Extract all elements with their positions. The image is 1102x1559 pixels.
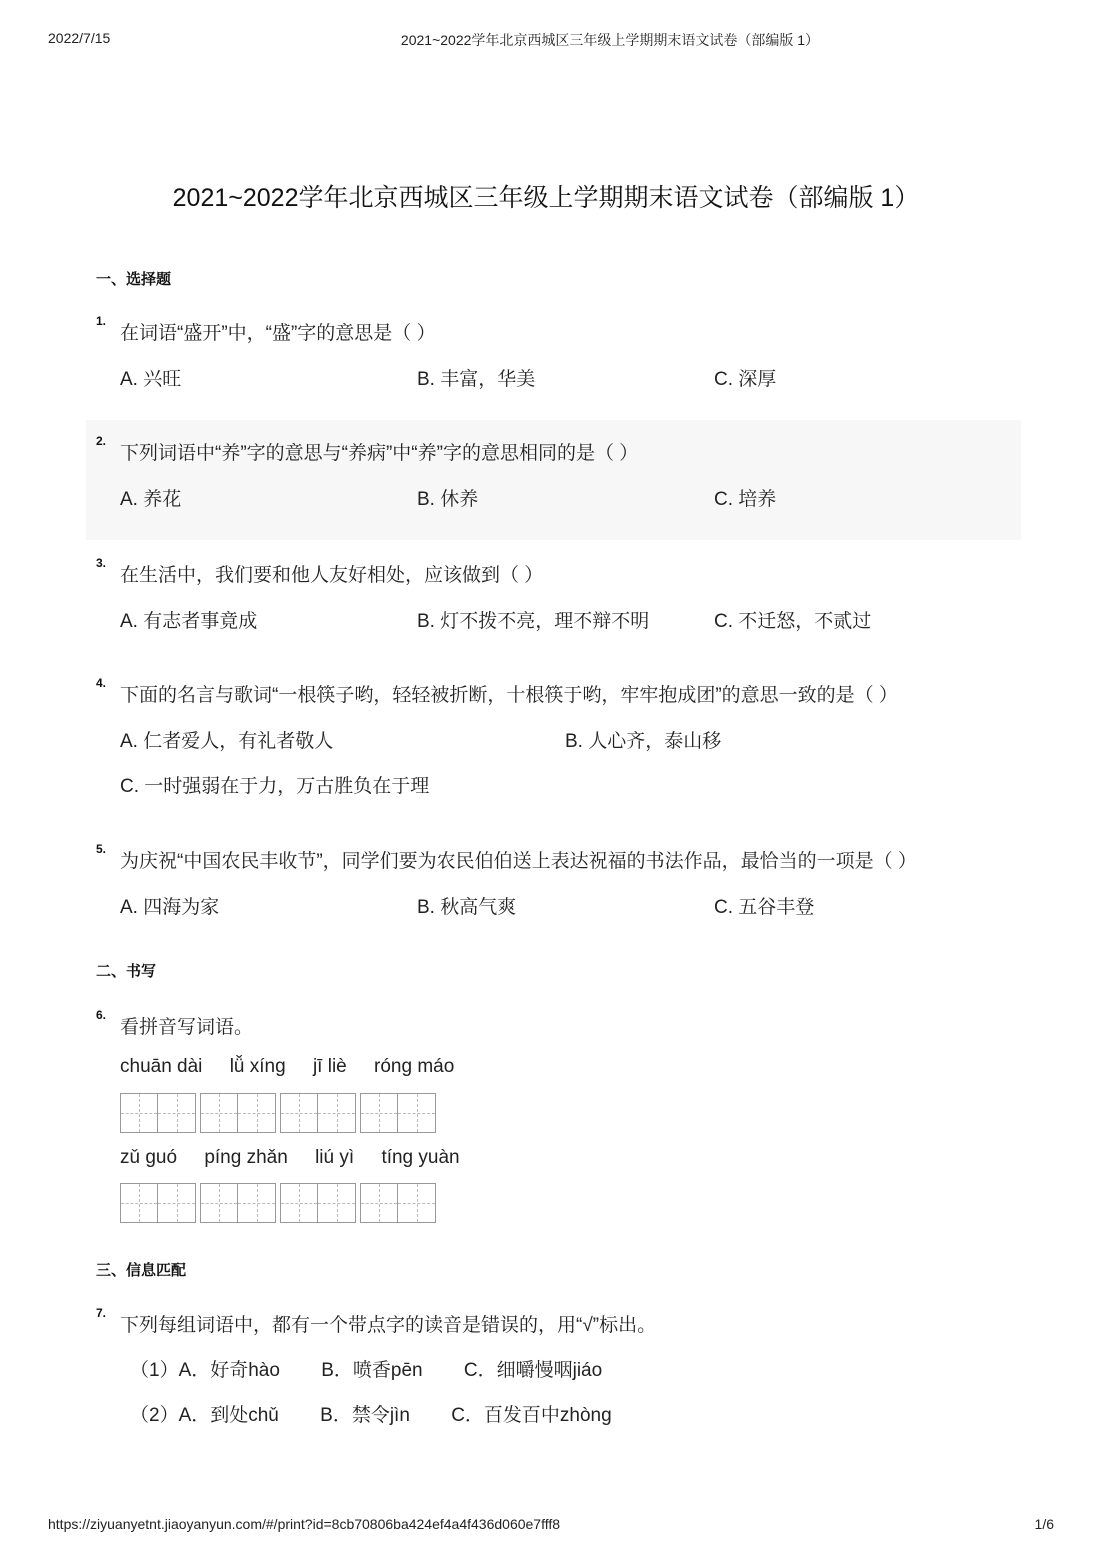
writing-box[interactable] [120, 1093, 196, 1133]
document-title: 2021~2022学年北京西城区三年级上学期期末语文试卷（部编版 1） [172, 184, 920, 212]
option-a[interactable]: A. 有志者事竟成 [120, 611, 258, 632]
question-number: 2. [96, 434, 107, 448]
question-number: 5. [96, 842, 107, 856]
question-5 [96, 842, 1021, 926]
question-6 [96, 1008, 1021, 1042]
option-b[interactable]: B. 丰富，华美 [417, 369, 536, 390]
q7-option[interactable]: （1）A．好奇hào [130, 1360, 280, 1381]
question-text: 在生活中，我们要和他人友好相处，应该做到（ ） [120, 565, 544, 586]
option-b[interactable]: B. 灯不拨不亮，理不辩不明 [417, 611, 650, 632]
writing-box[interactable] [200, 1183, 276, 1223]
pinyin-word: jī liè [312, 1056, 347, 1077]
option-c[interactable]: C. 一时强弱在于力，万古胜负在于理 [120, 776, 430, 797]
question-3 [96, 556, 1021, 640]
question-number: 1. [96, 314, 107, 328]
q7-option[interactable]: C．细嚼慢咽jiáo [463, 1360, 603, 1381]
q7-option[interactable]: B．禁令jìn [320, 1405, 410, 1426]
pinyin-row-2 [120, 1147, 482, 1169]
writing-box[interactable] [360, 1183, 436, 1223]
option-b[interactable]: B. 休养 [417, 489, 479, 510]
section-heading-matching: 三、信息匹配 [96, 1262, 187, 1279]
question-text: 看拼音写词语。 [120, 1017, 254, 1038]
question-text: 在词语“盛开”中，“盛”字的意思是（ ） [120, 323, 436, 344]
question-text: 下面的名言与歌词“一根筷子哟，轻轻被折断，十根筷于哟，牢牢抱成团”的意思一致的是（ ） [120, 685, 898, 706]
option-c[interactable]: C. 不迁怒，不贰过 [714, 611, 872, 632]
writing-box[interactable] [200, 1093, 276, 1133]
pinyin-word: róng máo [374, 1056, 455, 1077]
q7-option[interactable]: B．喷香pēn [321, 1360, 423, 1381]
question-7 [96, 1306, 1021, 1340]
question-text: 为庆祝“中国农民丰收节”，同学们要为农民伯伯送上表达祝福的书法作品，最恰当的一项是（ ） [120, 851, 917, 872]
option-a[interactable]: A. 仁者爱人，有礼者敬人 [120, 731, 334, 752]
writing-box[interactable] [280, 1093, 356, 1133]
q7-option[interactable]: （2）A．到处chǔ [130, 1405, 279, 1426]
pinyin-word: píng zhǎn [204, 1147, 288, 1168]
option-b[interactable]: B. 人心齐，泰山移 [565, 731, 722, 752]
pinyin-word: tíng yuàn [381, 1147, 460, 1168]
option-c[interactable]: C. 五谷丰登 [714, 897, 815, 918]
option-b[interactable]: B. 秋高气爽 [417, 897, 517, 918]
q7-group-2 [130, 1400, 648, 1427]
q7-group-1 [130, 1355, 638, 1382]
print-header-title: 2021~2022学年北京西城区三年级上学期期末语文试卷（部编版 1） [400, 32, 820, 48]
question-2 [86, 420, 1021, 540]
question-4 [96, 676, 1021, 800]
option-a[interactable]: A. 养花 [120, 489, 182, 510]
option-a[interactable]: A. 兴旺 [120, 369, 182, 390]
question-number: 3. [96, 556, 107, 570]
q7-option[interactable]: C．百发百中zhòng [451, 1405, 612, 1426]
question-number: 7. [96, 1306, 107, 1320]
section-heading-choice: 一、选择题 [96, 271, 172, 288]
pinyin-row-1 [120, 1056, 476, 1078]
section-heading-writing: 二、书写 [96, 963, 157, 980]
pinyin-word: lǚ xíng [229, 1056, 286, 1077]
writing-box[interactable] [360, 1093, 436, 1133]
question-1 [96, 314, 1021, 398]
writing-box[interactable] [120, 1183, 196, 1223]
question-text: 下列词语中“养”字的意思与“养病”中“养”字的意思相同的是（ ） [120, 443, 639, 464]
pinyin-word: chuān dài [120, 1056, 203, 1077]
question-text: 下列每组词语中，都有一个带点字的读音是错误的，用“√”标出。 [120, 1315, 657, 1336]
question-number: 4. [96, 676, 107, 690]
option-c[interactable]: C. 培养 [714, 489, 777, 510]
writing-box[interactable] [280, 1183, 356, 1223]
question-number: 6. [96, 1008, 107, 1022]
option-c[interactable]: C. 深厚 [714, 369, 777, 390]
writing-grid-row-2 [120, 1183, 436, 1223]
writing-grid-row-1 [120, 1093, 436, 1133]
pinyin-word: zǔ guó [120, 1147, 178, 1168]
print-date: 2022/7/15 [48, 30, 111, 46]
page-number: 1/6 [1034, 1516, 1054, 1532]
print-url: https://ziyuanyetnt.jiaoyanyun.com/#/print?id=8cb70806ba424ef4a4f436d060e7fff8 [48, 1516, 561, 1532]
pinyin-word: liú yì [315, 1147, 355, 1168]
option-a[interactable]: A. 四海为家 [120, 897, 220, 918]
